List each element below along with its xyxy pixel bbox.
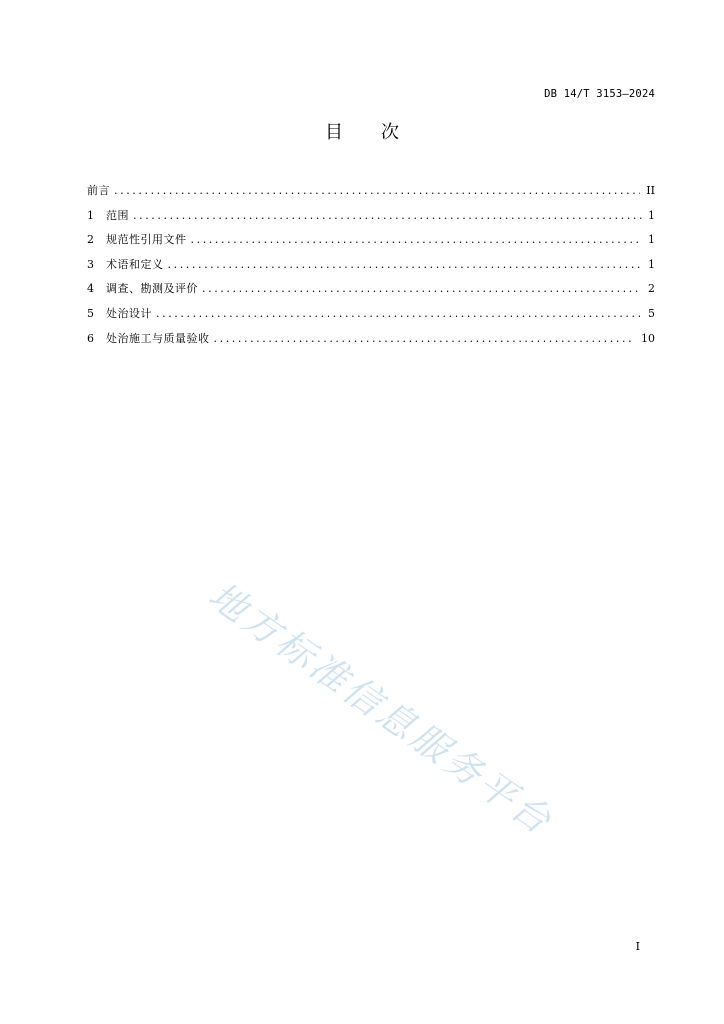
toc-entry-number: 6: [87, 331, 94, 345]
toc-entry-title: 处治施工与质量验收: [106, 331, 210, 345]
page-title-part-2: 次: [381, 122, 399, 143]
toc-entry-number: 3: [87, 257, 94, 271]
toc-entry-number: 4: [87, 282, 94, 296]
toc-entry-page: 1: [648, 233, 655, 247]
toc-leader-dots: [191, 231, 643, 248]
page-title: [0, 118, 724, 144]
toc-leader-dots: [202, 280, 642, 297]
watermark: 地方标准信息服务平台: [200, 573, 562, 845]
toc-entry-title: 术语和定义: [106, 257, 164, 271]
toc-entry-number: 5: [87, 306, 94, 320]
toc-entry-foreword[interactable]: [87, 182, 655, 207]
toc-entry-terms-definitions[interactable]: [87, 256, 655, 281]
toc-leader-dots: [156, 305, 642, 322]
toc-entry-title: 前言: [87, 184, 110, 197]
page-title-part-1: 目: [325, 122, 343, 143]
toc-entry-page: 1: [648, 208, 655, 222]
toc-entry-number: 2: [87, 233, 94, 247]
toc-leader-dots: [133, 207, 642, 224]
toc-entry-page: 5: [648, 306, 655, 320]
toc-leader-dots: [114, 182, 640, 199]
toc-entry-scope[interactable]: [87, 207, 655, 232]
toc-entry-number: 1: [87, 208, 94, 222]
toc-entry-page: 2: [648, 282, 655, 296]
toc-leader-dots: [214, 330, 636, 347]
toc-entry-investigation[interactable]: [87, 280, 655, 305]
toc-entry-title: 范围: [106, 208, 129, 222]
toc-entry-page: 10: [641, 331, 655, 345]
table-of-contents: [87, 182, 655, 354]
toc-entry-title: 规范性引用文件: [106, 233, 187, 247]
toc-entry-treatment-design[interactable]: [87, 305, 655, 330]
toc-entry-title: 处治设计: [106, 306, 152, 320]
toc-entry-normative-references[interactable]: [87, 231, 655, 256]
toc-entry-construction-acceptance[interactable]: [87, 330, 655, 355]
toc-leader-dots: [168, 256, 643, 273]
document-code: DB 14/T 3153—2024: [544, 88, 655, 100]
toc-entry-page: 1: [648, 257, 655, 271]
toc-entry-title: 调查、勘测及评价: [106, 282, 198, 296]
page-number: I: [635, 940, 640, 953]
toc-entry-page: II: [646, 184, 655, 197]
